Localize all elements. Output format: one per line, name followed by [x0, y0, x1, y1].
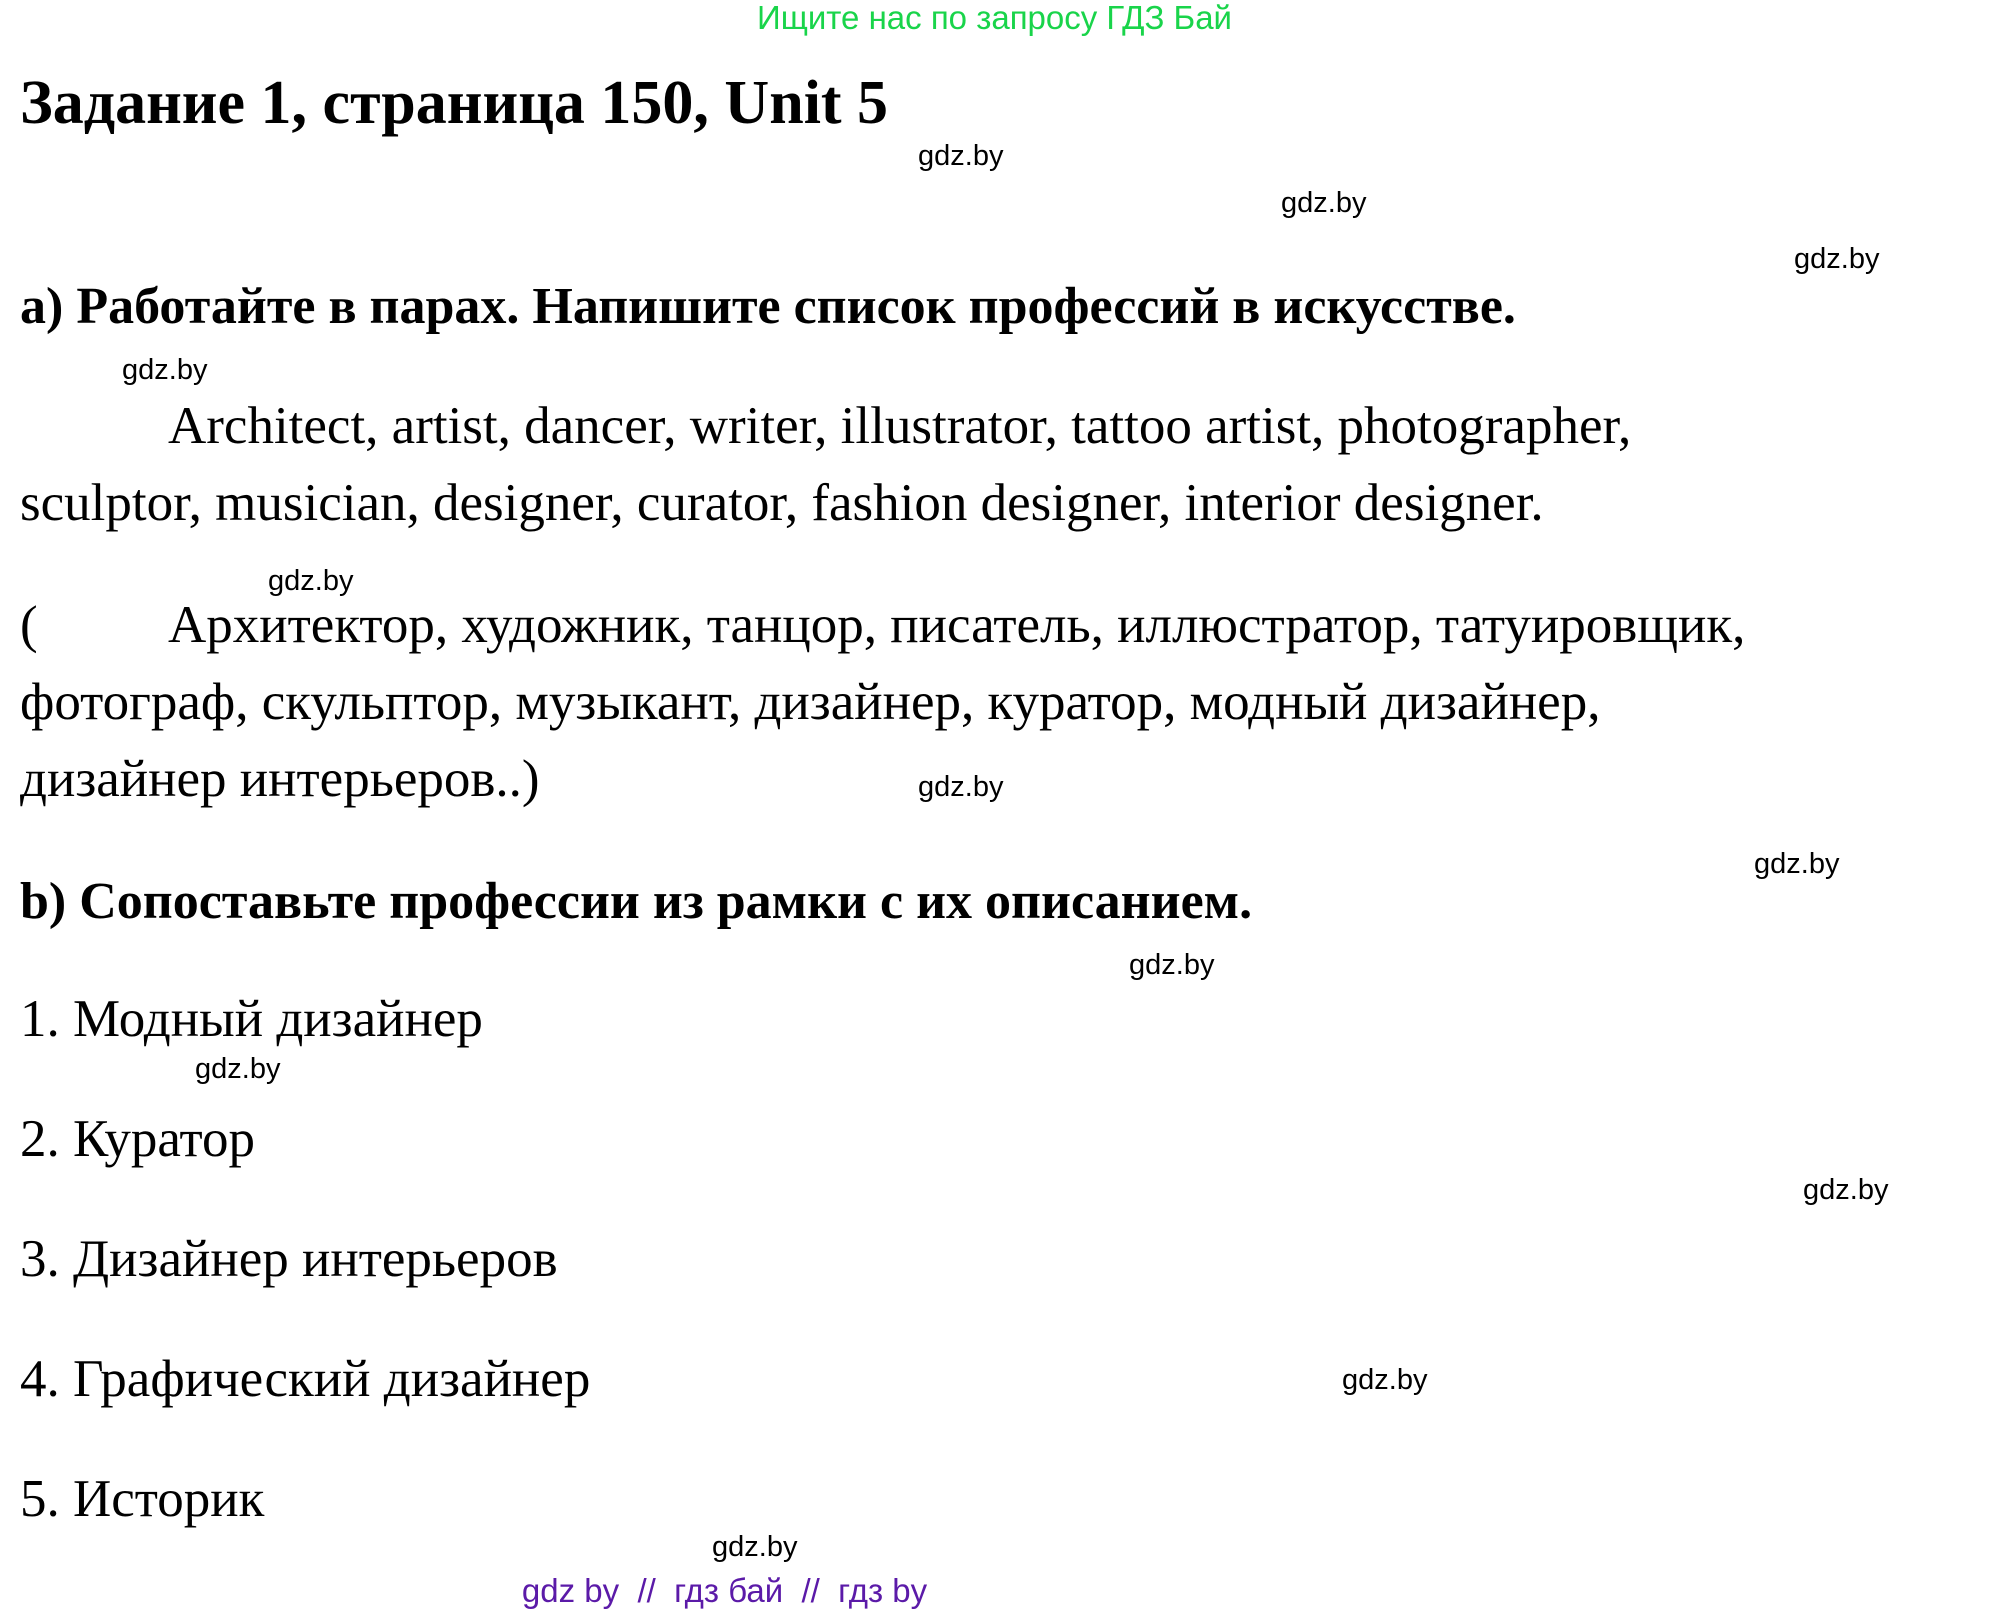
list-item: 1. Модный дизайнер	[20, 990, 483, 1048]
watermark: gdz.by	[195, 1053, 281, 1085]
watermark: gdz.by	[918, 771, 1004, 803]
watermark: gdz.by	[1754, 848, 1840, 880]
watermark: gdz.by	[918, 140, 1004, 172]
site-banner	[0, 0, 1989, 36]
site-banner-text: Ищите нас по запросу ГДЗ Бай	[757, 0, 1232, 36]
list-item: 5. Историк	[20, 1470, 265, 1528]
watermark: gdz.by	[1794, 243, 1880, 275]
watermark: gdz.by	[122, 354, 208, 386]
watermark: gdz.by	[1342, 1364, 1428, 1396]
english-professions-line-1: Architect, artist, dancer, writer, illustrator, tattoo artist, photographer,	[168, 397, 1632, 455]
list-item: 3. Дизайнер интерьеров	[20, 1230, 558, 1288]
russian-professions-line-1: Архитектор, художник, танцор, писатель, иллюстратор, татуировщик,	[168, 596, 1746, 654]
page-title: Задание 1, страница 150, Unit 5	[20, 69, 889, 137]
watermark: gdz.by	[1281, 187, 1367, 219]
watermark: gdz.by	[268, 565, 354, 597]
site-footer-links[interactable]: gdz by // гдз бай // гдз by	[521, 1572, 928, 1609]
section-a-heading: a) Работайте в парах. Напишите список профессий в искусстве.	[20, 278, 1516, 335]
list-item: 4. Графический дизайнер	[20, 1350, 591, 1408]
english-professions-line-2: sculptor, musician, designer, curator, fashion designer, interior designer.	[20, 474, 1544, 532]
russian-open-paren: (	[20, 596, 38, 654]
watermark: gdz.by	[712, 1531, 798, 1563]
section-b-heading: b) Сопоставьте профессии из рамки с их описанием.	[20, 873, 1253, 930]
russian-professions-line-3: дизайнер интерьеров..)	[20, 750, 540, 808]
watermark: gdz.by	[1803, 1174, 1889, 1206]
list-item: 2. Куратор	[20, 1110, 255, 1168]
site-footer	[0, 1573, 1989, 1609]
russian-professions-line-2: фотограф, скульптор, музыкант, дизайнер, куратор, модный дизайнер,	[20, 673, 1601, 731]
watermark: gdz.by	[1129, 949, 1215, 981]
